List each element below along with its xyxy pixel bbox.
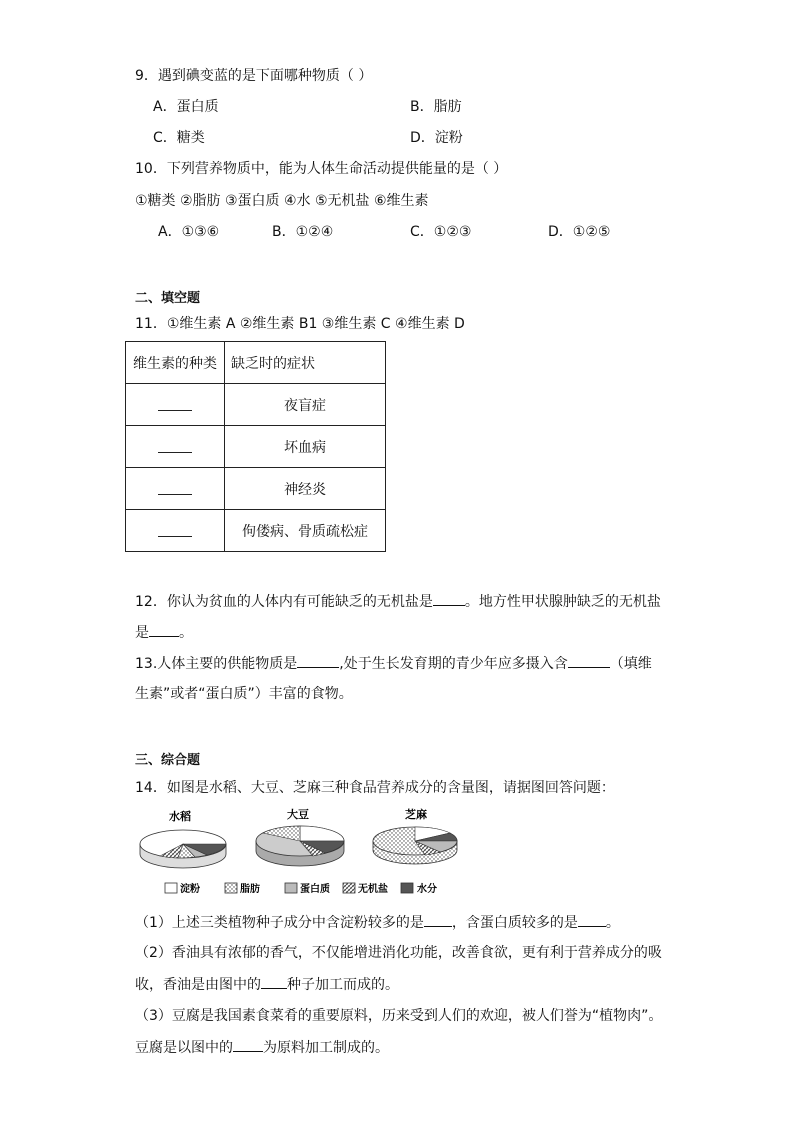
q9-option-c: C．糖类 xyxy=(153,130,205,146)
q13-line-2: 生素”或者“蛋白质”）丰富的食物。 xyxy=(135,686,353,702)
table-header-symptom: 缺乏时的症状 xyxy=(225,342,386,384)
answer-blank[interactable] xyxy=(424,912,452,927)
q12-line-2: 是 。 xyxy=(135,622,193,643)
answer-blank[interactable] xyxy=(158,436,192,453)
chart-legend xyxy=(165,882,437,895)
q14-sub2-line-1: （2）香油具有浓郁的香气，不仅能增进消化功能，改善食欲，更有利于营养成分的吸 xyxy=(135,945,662,961)
answer-blank[interactable] xyxy=(433,591,465,606)
q10-stem: 10．下列营养物质中，能为人体生命活动提供能量的是（ ） xyxy=(135,161,508,177)
section-title-fill-blank: 二、填空题 xyxy=(135,291,201,306)
table-header-row xyxy=(126,342,386,384)
q10-option-b: B．①②④ xyxy=(272,224,334,240)
q11-stem: 11．①维生素 A ②维生素 B1 ③维生素 C ④维生素 D xyxy=(135,316,465,332)
table-row xyxy=(126,426,386,468)
answer-blank[interactable] xyxy=(158,394,192,411)
pie-rice xyxy=(140,809,226,868)
legend-water: 水分 xyxy=(417,884,437,895)
pie-title-soybean: 大豆 xyxy=(287,808,309,821)
answer-blank[interactable] xyxy=(158,520,192,537)
answer-blank[interactable] xyxy=(578,912,606,927)
vitamin-table xyxy=(125,341,386,552)
q10-items: ①糖类 ②脂肪 ③蛋白质 ④水 ⑤无机盐 ⑥维生素 xyxy=(135,193,429,209)
slice-starch xyxy=(300,826,344,841)
legend-fat: 脂肪 xyxy=(240,884,260,895)
table-row xyxy=(126,510,386,552)
answer-blank[interactable] xyxy=(233,1037,263,1052)
table-header-vitamin: 维生素的种类 xyxy=(126,342,225,384)
q14-sub3-line-1: （3）豆腐是我国素食菜肴的重要原料，历来受到人们的欢迎，被人们誉为“植物肉”。 xyxy=(135,1008,663,1024)
q10-option-d: D．①②⑤ xyxy=(548,224,611,240)
q9-option-a: A．蛋白质 xyxy=(153,99,219,115)
answer-blank[interactable] xyxy=(297,653,339,668)
q14-sub2-line-2: 收，香油是由图中的 种子加工而成的。 xyxy=(135,974,399,995)
symptom-cell: 佝偻病、骨质疏松症 xyxy=(225,510,386,552)
legend-starch: 淀粉 xyxy=(180,884,200,895)
pie-title-rice: 水稻 xyxy=(169,810,191,823)
answer-blank[interactable] xyxy=(261,974,287,989)
q10-option-c: C．①②③ xyxy=(410,224,472,240)
table-row xyxy=(126,468,386,510)
symptom-cell: 神经炎 xyxy=(225,468,386,510)
q12-line-1: 12．你认为贫血的人体内有可能缺乏的无机盐是 。地方性甲状腺肿缺乏的无机盐 xyxy=(135,591,661,612)
legend-mineral: 无机盐 xyxy=(358,884,388,895)
legend-protein: 蛋白质 xyxy=(300,884,330,895)
q14-sub1: （1）上述三类植物种子成分中含淀粉较多的是 ，含蛋白质较多的是 。 xyxy=(135,912,620,933)
answer-blank[interactable] xyxy=(568,653,610,668)
pie-sesame xyxy=(373,807,457,864)
q9-option-b: B．脂肪 xyxy=(410,99,462,115)
section-title-comprehensive: 三、综合题 xyxy=(135,753,201,768)
q13-line-1: 13.人体主要的供能物质是 ,处于生长发育期的青少年应多摄入含 （填维 xyxy=(135,653,652,674)
q10-option-a: A．①③⑥ xyxy=(158,224,220,240)
q14-stem: 14．如图是水稻、大豆、芝麻三种食品营养成分的含量图，请据图回答问题： xyxy=(135,780,615,796)
answer-blank[interactable] xyxy=(149,622,179,637)
pie-soybean xyxy=(256,807,344,866)
q9-option-d: D．淀粉 xyxy=(410,130,463,146)
q9-stem: 9．遇到碘变蓝的是下面哪种物质（ ） xyxy=(135,68,373,84)
symptom-cell: 坏血病 xyxy=(225,426,386,468)
pie-title-sesame: 芝麻 xyxy=(405,808,427,821)
answer-blank[interactable] xyxy=(158,478,192,495)
nutrition-pie-charts xyxy=(135,804,465,898)
symptom-cell: 夜盲症 xyxy=(225,384,386,426)
table-row xyxy=(126,384,386,426)
q14-sub3-line-2: 豆腐是以图中的 为原料加工制成的。 xyxy=(135,1037,389,1058)
